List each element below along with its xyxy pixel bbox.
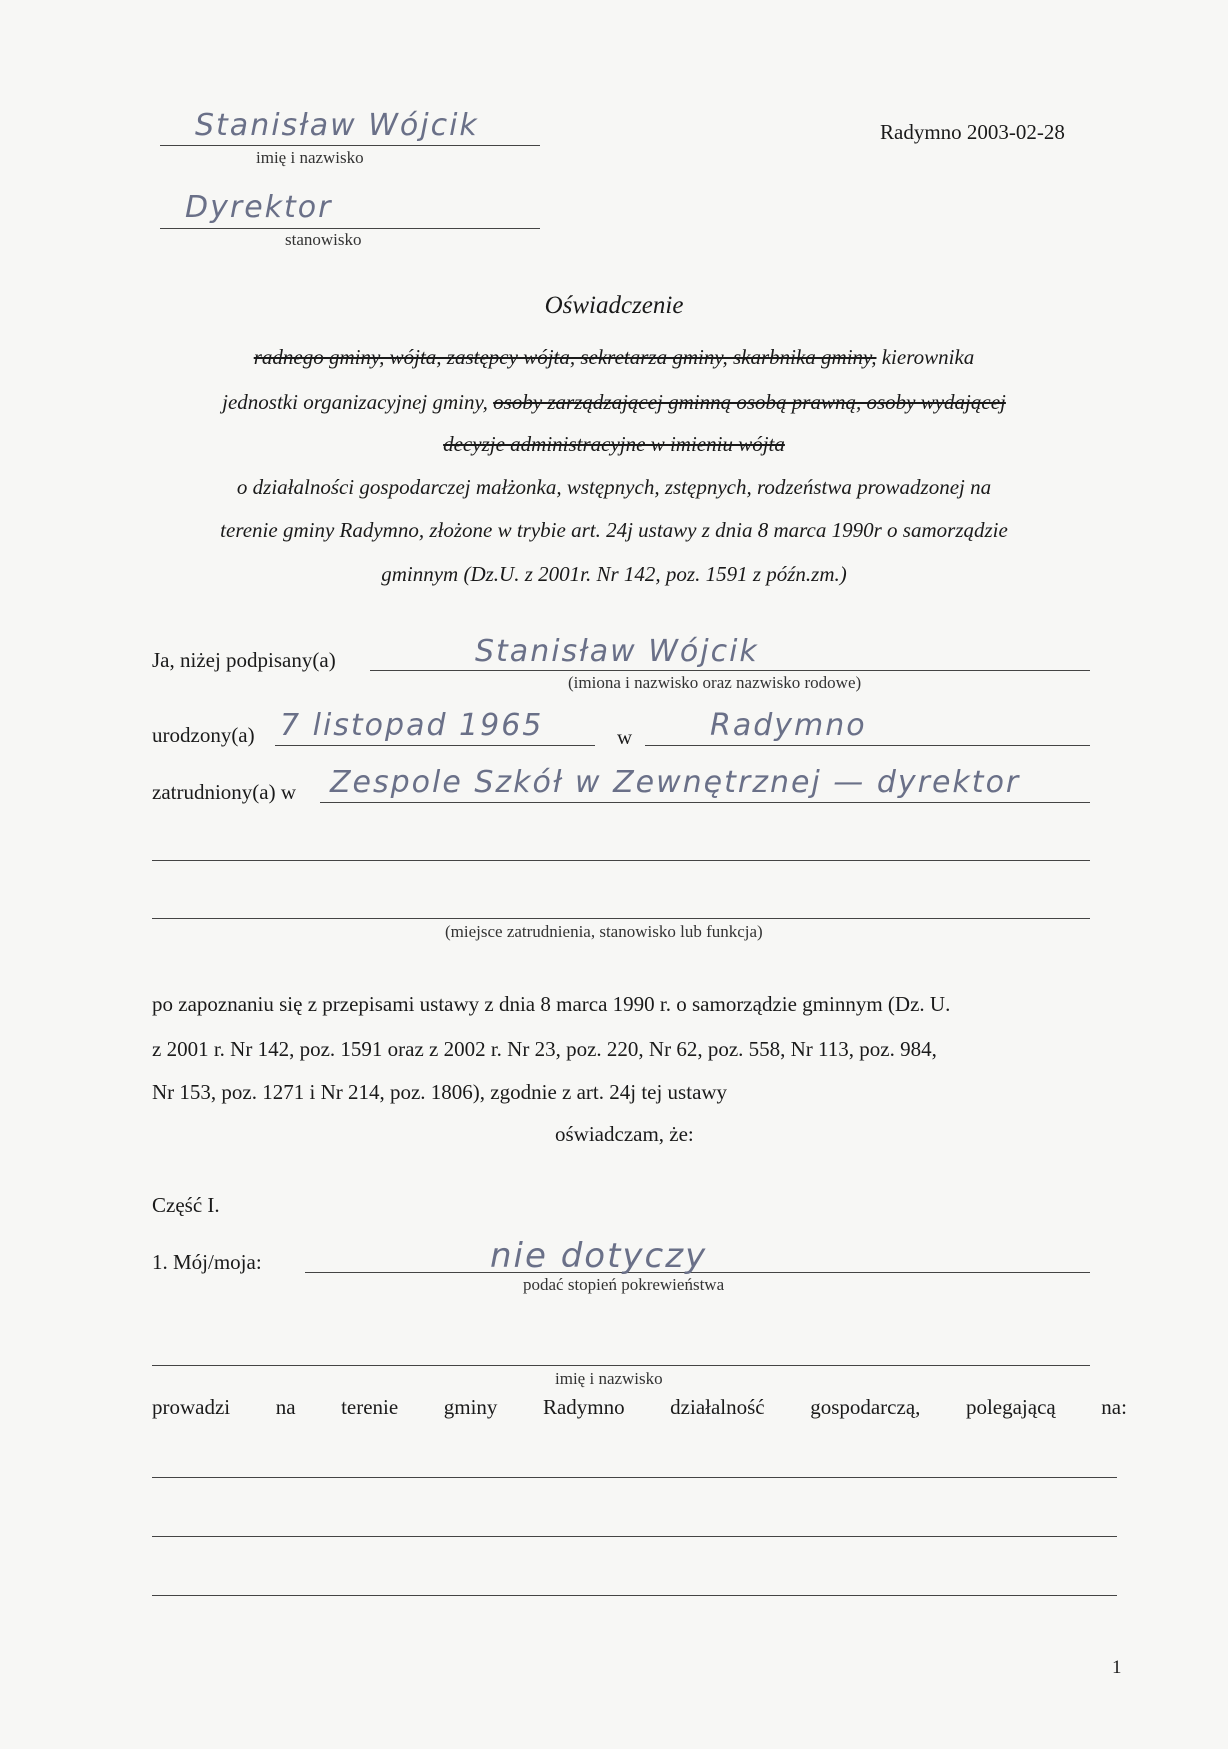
item1-caption: podać stopień pokrewieństwa: [523, 1275, 725, 1294]
signed-caption: (imiona i nazwisko oraz nazwisko rodowe): [568, 673, 862, 692]
body-line-3: Nr 153, poz. 1271 i Nr 214, poz. 1806), zgodnie z art. 24j tej ustawy: [152, 1080, 728, 1104]
born-place-handwritten: Radymno: [710, 708, 867, 743]
position-line: [160, 228, 540, 229]
item1-label: 1. Mój/moja:: [152, 1250, 262, 1274]
activity-word: prowadzi: [152, 1395, 231, 1419]
signed-label: Ja, niżej podpisany(a): [152, 648, 336, 672]
declare-text: oświadczam, że:: [555, 1122, 694, 1146]
employed-handwritten: Zespole Szkół w Zewnętrznej — dyrektor: [330, 765, 1021, 800]
part1-heading: Część I.: [152, 1193, 220, 1217]
born-date-line: [275, 745, 595, 746]
name-signature: Stanisław Wójcik: [195, 108, 479, 143]
subtitle-line-5: terenie gminy Radymno, złożone w trybie art. 24j ustawy z dnia 8 marca 1990r o samorządzie: [220, 518, 1008, 542]
subtitle-line-1-kept: kierownika: [876, 345, 975, 369]
activity-line-2: [152, 1536, 1117, 1537]
subtitle-line-2-kept: jednostki organizacyjnej gminy,: [222, 390, 494, 414]
activity-line-1: [152, 1477, 1117, 1478]
subtitle-line-3-struck: decyzje administracyjne w imieniu wójta: [443, 432, 785, 456]
position-caption: stanowisko: [285, 230, 362, 249]
item1-handwritten: nie dotyczy: [490, 1236, 708, 1276]
born-date-handwritten: 7 listopad 1965: [280, 708, 544, 743]
body-line-1: po zapoznaniu się z przepisami ustawy z dnia 8 marca 1990 r. o samorządzie gminnym (Dz. U.: [152, 992, 951, 1016]
employed-line: [320, 802, 1090, 803]
activity-line: [152, 1395, 1127, 1420]
signed-line: [370, 670, 1090, 671]
page-number: 1: [1112, 1657, 1122, 1678]
signed-handwritten: Stanisław Wójcik: [475, 634, 759, 669]
subtitle-line-1-struck: radnego gminy, wójta, zastępcy wójta, sekretarza gminy, skarbnika gminy,: [253, 345, 877, 369]
employed-line-2: [152, 860, 1090, 861]
document-date: Radymno 2003-02-28: [880, 120, 1065, 144]
activity-word: Radymno: [542, 1395, 625, 1419]
activity-line-3: [152, 1595, 1117, 1596]
document-title: Oświadczenie: [544, 292, 684, 319]
name-line: [160, 145, 540, 146]
body-line-2: z 2001 r. Nr 142, poz. 1591 oraz z 2002 r. Nr 23, poz. 220, Nr 62, poz. 558, Nr 113, poz. 984,: [152, 1037, 937, 1061]
name-caption: imię i nazwisko: [256, 148, 364, 167]
activity-word: na: [275, 1395, 296, 1419]
activity-word: działalność: [670, 1395, 765, 1419]
activity-word: gospodarczą,: [810, 1395, 921, 1419]
activity-word: terenie: [341, 1395, 399, 1419]
subtitle-line-2-struck: osoby zarządzającej gminną osobą prawną, osoby wydającej: [493, 390, 1006, 414]
subtitle-line-4: o działalności gospodarczej małżonka, wstępnych, zstępnych, rodzeństwa prowadzonej na: [236, 475, 992, 499]
employed-line-3: [152, 918, 1090, 919]
subtitle-line-2: [0, 390, 1228, 415]
position-handwritten: Dyrektor: [185, 190, 333, 225]
name-entry-line: [152, 1365, 1090, 1366]
name-entry-caption: imię i nazwisko: [555, 1369, 663, 1388]
employed-label: zatrudniony(a) w: [152, 780, 297, 804]
born-in-label: w: [617, 725, 633, 749]
activity-word: na:: [1101, 1395, 1127, 1419]
employment-caption: (miejsce zatrudnienia, stanowisko lub funkcja): [445, 922, 763, 941]
born-label: urodzony(a): [152, 723, 255, 747]
subtitle-line-6: gminnym (Dz.U. z 2001r. Nr 142, poz. 1591 z późn.zm.): [381, 562, 847, 586]
born-place-line: [645, 745, 1090, 746]
subtitle-line-1: [0, 345, 1228, 370]
subtitle-line-3: [0, 432, 1228, 457]
activity-word: polegającą: [965, 1395, 1056, 1419]
activity-word: gminy: [443, 1395, 498, 1419]
